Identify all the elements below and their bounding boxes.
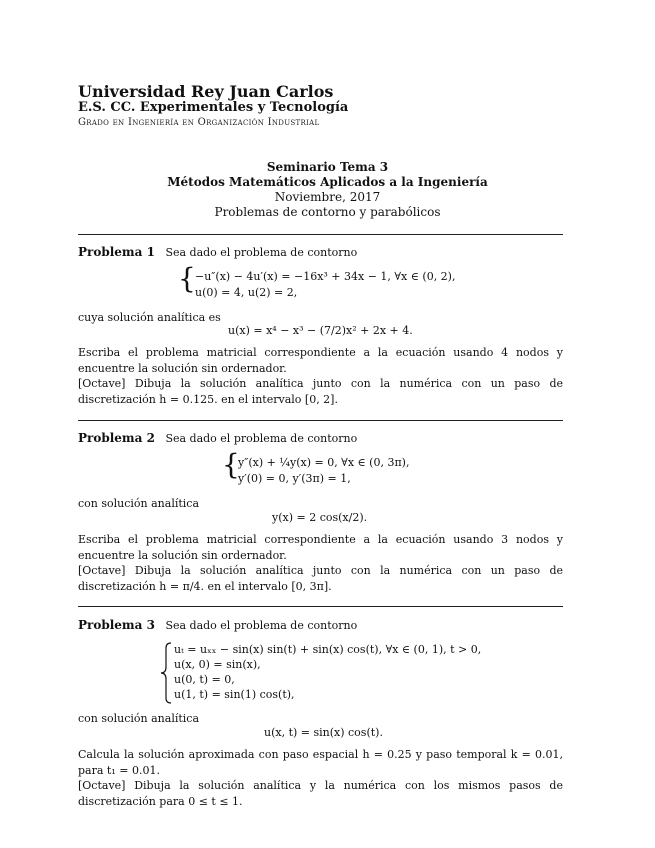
problem-2-intro: Sea dado el problema de contorno	[165, 432, 358, 445]
problem-2-equation-line: y′(0) = 0, y′(3π) = 1,	[238, 472, 351, 485]
school-name: E.S. CC. Experimentales y Tecnología	[78, 100, 349, 115]
problem-3-solution-intro: con solución analítica	[78, 712, 200, 725]
course-title: Métodos Matemáticos Aplicados a la Ingeniería	[167, 175, 488, 189]
problem-3-heading	[78, 618, 357, 633]
problem-2-label: Problema 2	[78, 431, 155, 445]
problem-2-equation-line: y″(x) + ¼y(x) = 0, ∀x ∈ (0, 3π),	[238, 456, 410, 469]
problem-3-solution: u(x, t) = sin(x) cos(t).	[264, 726, 383, 739]
problem-1-task: Escriba el problema matricial correspondiente a la ecuación usando 4 nodos y encuentre la solución sin ordernador.	[78, 346, 563, 375]
problem-3-task: Calcula la solución aproximada con paso espacial h = 0.25 y paso temporal k = 0.01, para t₁ = 0.01.	[78, 748, 563, 777]
left-brace	[160, 642, 174, 704]
problem-2-octave: [Octave] Dibuja la solución analítica junto con la numérica con un paso de discretización h = π/4. en el intervalo [0, 3π].	[78, 564, 563, 593]
problem-3-equation-line: u(1, t) = sin(1) cos(t),	[174, 688, 295, 701]
problem-1-octave: [Octave] Dibuja la solución analítica junto con la numérica con un paso de discretización h = 0.125. en el intervalo [0, 2].	[78, 377, 563, 406]
problem-1-label: Problema 1	[78, 245, 155, 259]
problem-2-solution-intro: con solución analítica	[78, 497, 200, 510]
divider	[78, 420, 563, 421]
date: Noviembre, 2017	[274, 190, 381, 204]
problem-1-intro: Sea dado el problema de contorno	[165, 246, 358, 259]
problem-1-solution: u(x) = x⁴ − x³ − (7/2)x² + 2x + 4.	[228, 324, 413, 337]
divider	[78, 234, 563, 235]
problem-3-octave: [Octave] Dibuja la solución analítica y la numérica con los mismos pasos de discretización para 0 ≤ t ≤ 1.	[78, 779, 563, 808]
problem-3-label: Problema 3	[78, 618, 155, 632]
problem-2-solution: y(x) = 2 cos(x/2).	[272, 511, 368, 524]
problem-2-heading	[78, 431, 357, 446]
problem-1-solution-intro: cuya solución analítica es	[78, 311, 221, 324]
university-name: Universidad Rey Juan Carlos	[78, 82, 334, 101]
problem-1-equation-line: u(0) = 4, u(2) = 2,	[195, 286, 298, 299]
divider	[78, 606, 563, 607]
problem-3-equation-line: u(x, 0) = sin(x),	[174, 658, 261, 671]
problem-3-equation-line: u(0, t) = 0,	[174, 673, 235, 686]
problem-3-intro: Sea dado el problema de contorno	[165, 619, 358, 632]
problem-2-task: Escriba el problema matricial correspondiente a la ecuación usando 3 nodos y encuentre la solución sin ordernador.	[78, 533, 563, 562]
left-brace: {	[178, 262, 196, 295]
topic: Problemas de contorno y parabólicos	[214, 205, 441, 219]
left-brace: {	[222, 448, 240, 481]
seminar-title: Seminario Tema 3	[266, 160, 389, 174]
problem-3-equation-line: uₜ = uₓₓ − sin(x) sin(t) + sin(x) cos(t), ∀x ∈ (0, 1), t > 0,	[174, 643, 482, 656]
degree-name: Grado en Ingeniería en Organización Industrial	[78, 117, 320, 128]
problem-1-heading	[78, 245, 357, 260]
problem-1-equation-line: −u″(x) − 4u′(x) = −16x³ + 34x − 1, ∀x ∈ (0, 2),	[195, 270, 456, 283]
